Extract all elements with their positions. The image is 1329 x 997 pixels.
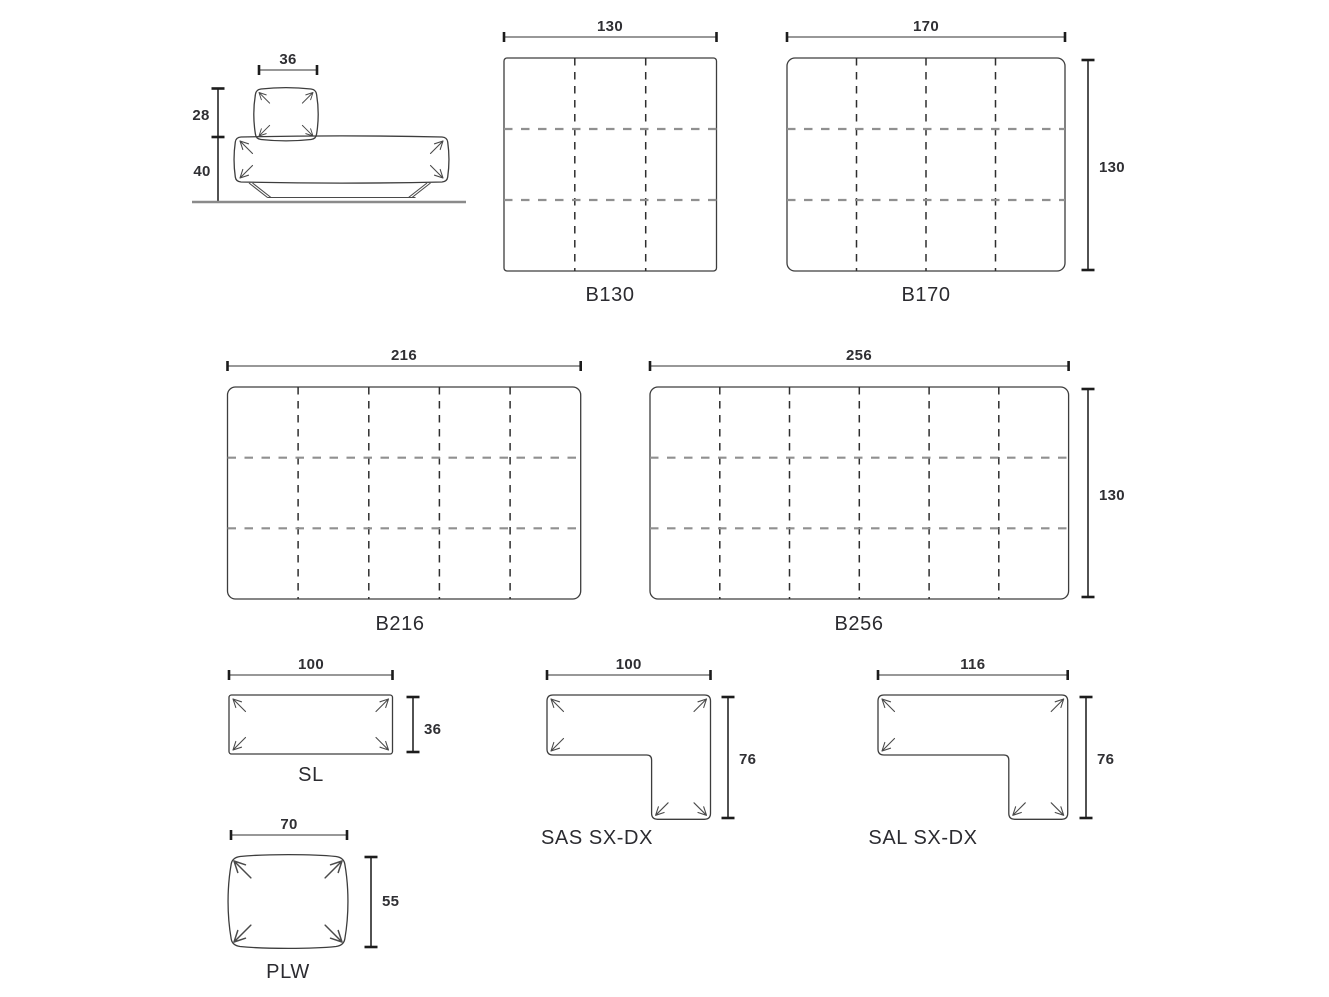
corner-stitch-marks [240, 141, 443, 178]
corner-stitch-arrow-icon [1051, 803, 1064, 816]
corner-stitch-marks [551, 699, 707, 815]
seat-outline [234, 136, 449, 183]
dim-b170-width: 170 [913, 18, 939, 35]
dim-sas-width: 100 [615, 656, 642, 673]
dim-b130-width: 130 [597, 18, 623, 35]
module-label-b216: B216 [375, 613, 425, 635]
module-b130-diagram [504, 18, 717, 306]
module-sl-outline [229, 695, 393, 754]
side-elevation-diagram [192, 51, 466, 202]
corner-stitch-arrow-icon [325, 861, 342, 878]
module-sal-diagram [868, 656, 1114, 849]
module-b170-diagram [787, 18, 1125, 306]
corner-stitch-marks [233, 699, 389, 750]
seam-lines [650, 387, 1069, 599]
module-b130-outline [504, 58, 717, 271]
leg-line [409, 183, 428, 198]
corner-stitch-arrow-icon [1013, 803, 1026, 816]
module-label-plw: PLW [266, 961, 310, 983]
module-label-sas: SAS SX-DX [540, 827, 654, 849]
corner-stitch-arrow-icon [376, 738, 389, 751]
dim-b216-width: 216 [391, 347, 417, 364]
dim-plw-height: 55 [382, 893, 400, 910]
dim-sl-width: 100 [298, 656, 324, 673]
module-sas-diagram [541, 656, 756, 849]
corner-stitch-marks [259, 93, 313, 137]
dim-back-height: 28 [192, 107, 210, 124]
module-label-sal: SAL SX-DX [868, 827, 978, 849]
backrest-cushion-outline [254, 88, 319, 141]
module-label-b256: B256 [834, 613, 884, 635]
module-plw-outline [228, 855, 348, 949]
module-sas-outline [547, 695, 711, 819]
module-b256-diagram [650, 347, 1125, 635]
dim-sal-width: 116 [960, 656, 986, 673]
module-sl-diagram [229, 656, 441, 786]
corner-stitch-arrow-icon [1051, 699, 1064, 712]
seam-lines [228, 387, 581, 599]
corner-stitch-arrow-icon [376, 699, 389, 712]
corner-stitch-arrow-icon [551, 699, 564, 712]
dim-b256-width: 256 [846, 347, 872, 364]
corner-stitch-arrow-icon [259, 125, 270, 136]
dim-back-pillow-width: 36 [279, 51, 297, 68]
corner-stitch-arrow-icon [234, 861, 251, 878]
base-legs [249, 183, 431, 198]
corner-stitch-marks [234, 861, 342, 942]
module-b216-outline [228, 387, 581, 599]
dim-b170-height: 130 [1099, 159, 1125, 176]
corner-stitch-arrow-icon [240, 141, 253, 154]
corner-stitch-arrow-icon [259, 93, 270, 104]
dim-sal-height: 76 [1097, 751, 1115, 768]
corner-stitch-arrow-icon [882, 739, 895, 752]
module-label-b170: B170 [901, 284, 951, 306]
corner-stitch-arrow-icon [234, 925, 251, 942]
corner-stitch-arrow-icon [302, 93, 313, 104]
module-sal-outline [878, 695, 1068, 819]
corner-stitch-arrow-icon [694, 699, 707, 712]
corner-stitch-arrow-icon [325, 925, 342, 942]
module-label-b130: B130 [585, 284, 635, 306]
corner-stitch-arrow-icon [882, 699, 895, 712]
leg-line [412, 183, 431, 198]
module-plw-diagram [228, 816, 399, 983]
corner-stitch-arrow-icon [302, 125, 313, 136]
dim-sl-height: 36 [424, 721, 442, 738]
module-label-sl: SL [298, 764, 324, 786]
dim-seat-height: 40 [193, 163, 211, 180]
dim-b256-height: 130 [1099, 487, 1125, 504]
corner-stitch-arrow-icon [551, 739, 564, 752]
module-b216-diagram [228, 347, 581, 635]
corner-stitch-arrow-icon [694, 803, 707, 816]
dim-plw-width: 70 [280, 816, 298, 833]
corner-stitch-arrow-icon [233, 738, 246, 751]
seam-lines [504, 58, 717, 271]
corner-stitch-arrow-icon [431, 166, 444, 179]
leg-line [249, 183, 268, 198]
corner-stitch-marks [882, 699, 1064, 815]
dim-sas-height: 76 [739, 751, 757, 768]
seam-lines [787, 58, 1065, 271]
corner-stitch-arrow-icon [240, 166, 253, 179]
corner-stitch-arrow-icon [431, 141, 444, 154]
leg-line [253, 183, 272, 198]
corner-stitch-arrow-icon [656, 803, 669, 816]
corner-stitch-arrow-icon [233, 699, 246, 712]
